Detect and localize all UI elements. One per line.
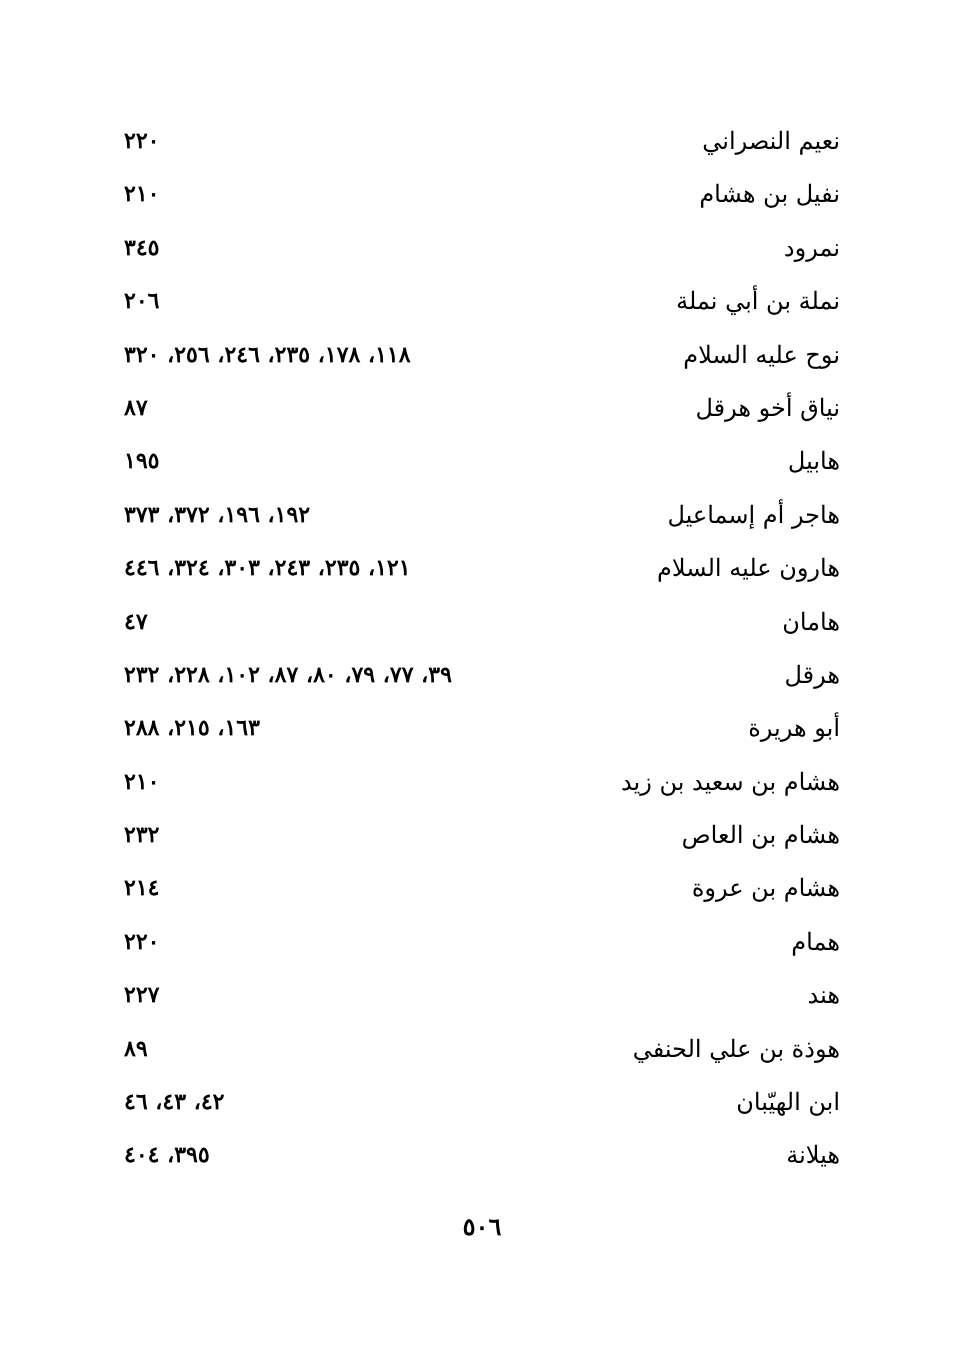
index-entry [124, 968, 840, 1021]
entry-page-refs: ٤٢، ٤٣، ٤٦ [124, 1089, 225, 1116]
entry-name: هاجر أم إسماعيل [667, 500, 840, 529]
entry-name: هرقل [784, 660, 840, 689]
entry-name: نوح عليه السلام [683, 340, 840, 369]
index-entry [124, 167, 840, 220]
entry-page-refs: ٢٠٦ [124, 288, 160, 315]
index-entry [124, 1022, 840, 1075]
entry-name: هارون عليه السلام [657, 554, 840, 583]
index-entry [124, 1075, 840, 1128]
entry-page-refs: ٢١٠ [124, 768, 160, 795]
entry-page-refs: ١٢١، ٢٣٥، ٢٤٣، ٣٠٣، ٣٢٤، ٤٤٦ [124, 555, 411, 582]
entry-page-refs: ٢١٤ [124, 875, 160, 902]
entry-name: هشام بن سعيد بن زيد [620, 767, 840, 796]
entry-name: هند [807, 981, 840, 1010]
entry-page-refs: ٢٣٢ [124, 822, 160, 849]
index-entry [124, 1128, 840, 1181]
entry-name: نعيم النصراني [702, 127, 840, 155]
entry-name: هامان [782, 607, 840, 636]
index-entry [124, 701, 840, 754]
index-entry [124, 541, 840, 594]
index-entry [124, 595, 840, 648]
entry-name: نفيل بن هشام [699, 180, 840, 209]
entry-name: أبو هريرة [748, 714, 840, 743]
entry-page-refs: ١٩٢، ١٩٦، ٣٧٢، ٣٧٣ [124, 501, 311, 528]
entry-page-refs: ٨٩ [124, 1035, 148, 1062]
index-entry [124, 274, 840, 327]
entry-page-refs: ٣٩، ٧٧، ٧٩، ٨٠، ٨٧، ١٠٢، ٢٢٨، ٢٣٢ [124, 661, 452, 688]
index-entry [124, 328, 840, 381]
entry-page-refs: ٢٢٧ [124, 982, 160, 1009]
index-list [124, 114, 840, 1182]
entry-page-refs: ١٦٣، ٢١٥، ٢٨٨ [124, 715, 260, 742]
entry-name: نمرود [783, 233, 840, 262]
entry-page-refs: ١٩٥ [124, 448, 160, 475]
entry-page-refs: ٢١٠ [124, 181, 160, 208]
index-entry [124, 755, 840, 808]
entry-name: هيلانة [786, 1141, 840, 1170]
entry-page-refs: ٣٤٥ [124, 234, 160, 261]
entry-page-refs: ١١٨، ١٧٨، ٢٣٥، ٢٤٦، ٢٥٦، ٣٢٠ [124, 341, 411, 368]
index-entry [124, 808, 840, 861]
entry-name: هشام بن عروة [691, 874, 840, 903]
entry-name: ابن الهيّبان [736, 1088, 840, 1117]
index-entry [124, 221, 840, 274]
index-entry [124, 861, 840, 914]
entry-name: نملة بن أبي نملة [676, 287, 840, 316]
index-entry [124, 381, 840, 434]
entry-name: نياق أخو هرقل [695, 393, 840, 422]
page-number: ٥٠٦ [462, 1212, 502, 1241]
entry-name: هشام بن العاص [681, 821, 840, 850]
entry-page-refs: ٢٢٠ [124, 928, 160, 955]
entry-page-refs: ٢٢٠ [124, 128, 160, 154]
index-entry [124, 648, 840, 701]
entry-page-refs: ٤٧ [124, 608, 148, 635]
entry-name: هوذة بن علي الحنفي [632, 1034, 840, 1063]
index-entry [124, 488, 840, 541]
index-entry [124, 915, 840, 968]
index-entry [124, 434, 840, 487]
entry-name: هابيل [787, 447, 840, 476]
entry-page-refs: ٨٧ [124, 394, 148, 421]
index-entry [124, 114, 840, 167]
entry-name: همام [791, 927, 840, 956]
entry-page-refs: ٣٩٥، ٤٠٤ [124, 1142, 210, 1169]
